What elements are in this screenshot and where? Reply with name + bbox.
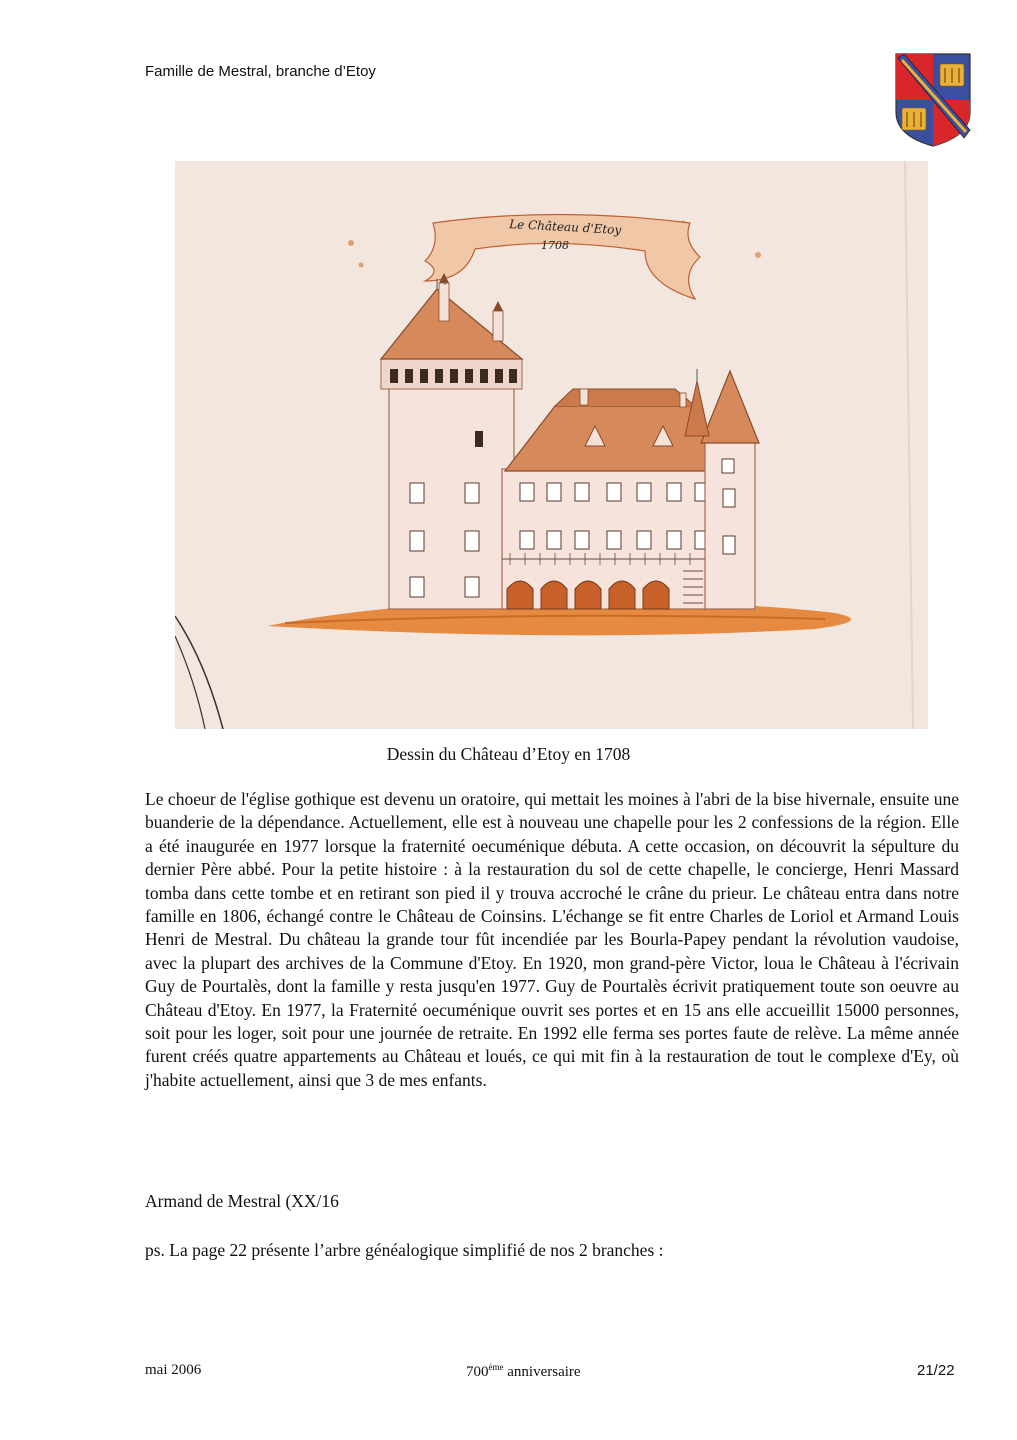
banner-title: Le Château d'Etoy xyxy=(508,217,622,237)
footer-anniversary xyxy=(466,1362,581,1381)
header-title: Famille de Mestral, branche d’Etoy xyxy=(145,63,376,80)
page-number: 21/22 xyxy=(917,1362,955,1379)
anniversary-word: anniversaire xyxy=(503,1364,581,1380)
anniversary-number: 700 xyxy=(466,1364,489,1380)
castle-drawing xyxy=(175,161,928,729)
signature: Armand de Mestral (XX/16 xyxy=(145,1191,339,1211)
postscript: ps. La page 22 présente l’arbre généalogique simplifié de nos 2 branches : xyxy=(145,1240,664,1260)
anniversary-superscript: ème xyxy=(488,1362,504,1372)
banner-year: 1708 xyxy=(541,239,569,252)
footer-date: mai 2006 xyxy=(145,1362,202,1378)
figure-caption: Dessin du Château d’Etoy en 1708 xyxy=(386,744,631,764)
coat-of-arms-icon xyxy=(894,52,972,148)
body-paragraph: Le choeur de l'église gothique est devenu un oratoire, qui mettait les moines à l'abri de la bise hivernale, ensuite une buanderie de la dépendance. Actuellement, elle est à nouveau une chapelle pour les 2 confessions de la région. Elle a été inaugurée en 1977 lorsque la fraternité oecuménique débuta. A cette occasion, on découvrit la sépulture du dernier Père abbé. Pour la petite histoire : à la restauration du sol de cette chapelle, le concierge, Henri Massard tomba dans cette tombe et en retirant son pied il y trouva accroché le crâne du prieur. Le château entra dans notre famille en 1806, échangé contre le Château de Coinsins. L'échange se fit entre Charles de Loriol et Armand Louis Henri de Mestral. Du château la grande tour fût incendiée par les Bourla-Papey pendant la révolution vaudoise, avec la plupart des archives de la Commune d'Etoy. En 1920, mon grand-père Victor, loua le Château à l'écrivain Guy de Pourtalès, dont la famille y resta jusqu'en 1977. Guy de Pourtalès écrivit pratiquement toute son oeuvre au Château d'Etoy. En 1977, la Fraternité oecuménique ouvrit ses portes et en 15 ans elle accueillit 15000 personnes, soit pour les loger, soit pour une journée de retraite. En 1992 elle ferma ses portes faute de relève. La même année furent créés quatre appartements au Château et loués, ce qui mit fin à la restauration de tout le complexe d'Ey, où j'habite actuellement, ainsi que 3 de mes enfants. xyxy=(145,789,959,1090)
